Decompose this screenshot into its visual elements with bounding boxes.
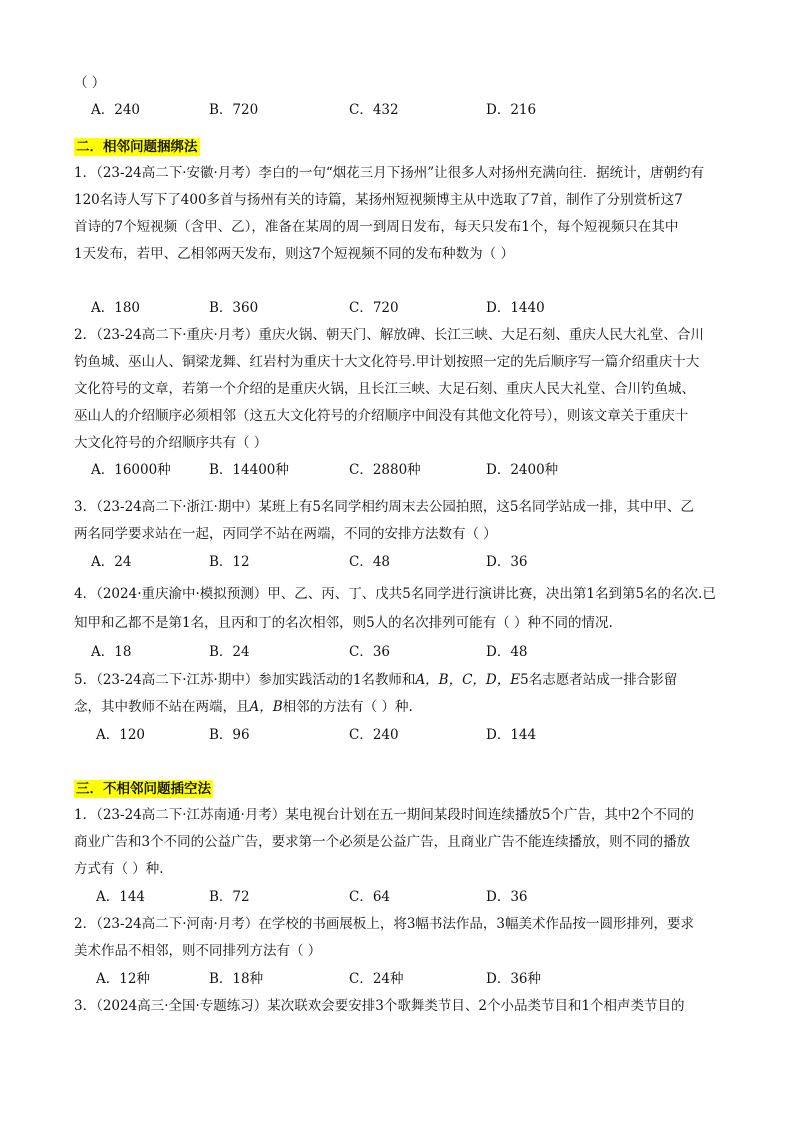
option-d: D．36种	[486, 971, 542, 987]
option-a: A．12种	[96, 971, 150, 987]
question-line: 1．（23-24高二下·安徽·月考）李白的一句“烟花三月下扬州”让很多人对扬州充满向往．据统计，唐朝约有	[74, 165, 705, 181]
option-b: B．18种	[209, 971, 264, 987]
variables: A，B，C，D，E	[415, 672, 521, 688]
option-a: A．144	[96, 889, 146, 905]
question-line: 两名同学要求站在一起，丙同学不站在两端，不同的安排方法数有（ ）	[74, 526, 497, 542]
option-c: C．24种	[349, 971, 404, 987]
option-b: B．12	[209, 554, 250, 570]
question-line: 大文化符号的介绍顺序共有（ ）	[74, 435, 268, 451]
question-line: 4．（2024·重庆渝中·模拟预测）甲、乙、丙、丁、戊共5名同学进行演讲比赛，决出第1名到第5名的名次.已	[74, 586, 716, 602]
question-line: 1．（23-24高二下·江苏南通·月考）某电视台计划在五一期间某段时间连续播放5个广告，其中2个不同的	[74, 807, 695, 823]
option-d: D．36	[486, 889, 528, 905]
section-heading-adjacent: 二．相邻问题捆绑法	[76, 139, 198, 155]
option-b: B．360	[209, 300, 259, 316]
options-row	[0, 461, 794, 479]
option-a: A．120	[96, 727, 146, 743]
question-line: 念，其中教师不站在两端，且A，B相邻的方法有（ ）种.	[74, 699, 413, 715]
option-d: D．2400种	[486, 462, 559, 478]
options-row	[0, 726, 794, 744]
question-line: 1天发布，若甲、乙相邻两天发布，则这7个短视频不同的发布种数为（ ）	[74, 246, 514, 262]
option-b: B．14400种	[209, 462, 289, 478]
question-line: 3．（23-24高二下·浙江·期中）某班上有5名同学相约周末去公园拍照，这5名同学站成一排，其中甲、乙	[74, 499, 695, 515]
question-line: 5．（23-24高二下·江苏·期中）参加实践活动的1名教师和A，B，C，D，E5名志愿者站成一排合影留	[74, 672, 678, 688]
options-row	[0, 101, 794, 119]
option-c: C．2880种	[349, 462, 421, 478]
question-line: 2．（23-24高二下·河南·月考）在学校的书画展板上，将3幅书法作品，3幅美术作品按一圆形排列，要求	[74, 916, 695, 932]
option-c: C．48	[349, 554, 391, 570]
option-b: B．72	[209, 889, 250, 905]
options-row	[0, 888, 794, 906]
option-c: C．240	[349, 727, 399, 743]
question-line: 巫山人的介绍顺序必须相邻（这五大文化符号的介绍顺序中间没有其他文化符号），则该文章关于重庆十	[74, 408, 689, 424]
option-a: A．16000种	[91, 462, 171, 478]
option-c: C．432	[349, 102, 399, 118]
question-line: 2．（23-24高二下·重庆·月考）重庆火锅、朝天门、解放碑、长江三峡、大足石刻、重庆人民大礼堂、合川	[74, 327, 704, 343]
question-line: 首诗的7个短视频（含甲、乙），准备在某周的周一到周日发布，每天只发布1个，每个短视频只在其中	[74, 219, 679, 235]
option-d: D．144	[486, 727, 537, 743]
option-c: C．36	[349, 644, 391, 660]
question-line: 120名诗人写下了400多首与扬州有关的诗篇，某扬州短视频博主从中选取了7首，制作了分别赏析这7	[74, 192, 683, 208]
option-c: C．64	[349, 889, 391, 905]
question-line: 3．（2024高三·全国·专题练习）某次联欢会要安排3个歌舞类节目、2个小品类节目和1个相声类节目的	[74, 998, 685, 1014]
option-b: B．720	[209, 102, 259, 118]
question-line: 商业广告和3个不同的公益广告，要求第一个必须是公益广告，且商业广告不能连续播放，则不同的播放	[74, 834, 691, 850]
option-d: D．36	[486, 554, 528, 570]
question-line: 方式有（ ）种.	[74, 861, 164, 877]
question-line: 知甲和乙都不是第1名，且丙和丁的名次相邻，则5人的名次排列可能有（ ）种不同的情况.	[74, 615, 613, 631]
question-line: 钓鱼城、巫山人、铜梁龙舞、红岩村为重庆十大文化符号.甲计划按照一定的先后顺序写一篇介绍重庆十大	[74, 354, 700, 370]
option-d: D．1440	[486, 300, 545, 316]
option-a: A．24	[91, 554, 132, 570]
option-b: B．24	[209, 644, 250, 660]
option-a: A．180	[91, 300, 141, 316]
answer-paren: （ ）	[74, 75, 106, 91]
options-row	[0, 553, 794, 571]
option-b: B．96	[209, 727, 250, 743]
section-heading-nonadjacent: 三．不相邻问题插空法	[76, 781, 211, 797]
option-a: A．18	[91, 644, 132, 660]
question-line: 文化符号的文章，若第一个介绍的是重庆火锅，且长江三峡、大足石刻、重庆人民大礼堂、合川钓鱼城、	[74, 381, 695, 397]
options-row	[0, 299, 794, 317]
option-d: D．48	[486, 644, 528, 660]
option-c: C．720	[349, 300, 399, 316]
option-a: A．240	[91, 102, 141, 118]
option-d: D．216	[486, 102, 537, 118]
variables: A，B	[249, 699, 283, 715]
question-line: 美术作品不相邻，则不同排列方法有（ ）	[74, 943, 322, 959]
options-row	[0, 970, 794, 988]
options-row	[0, 643, 794, 661]
